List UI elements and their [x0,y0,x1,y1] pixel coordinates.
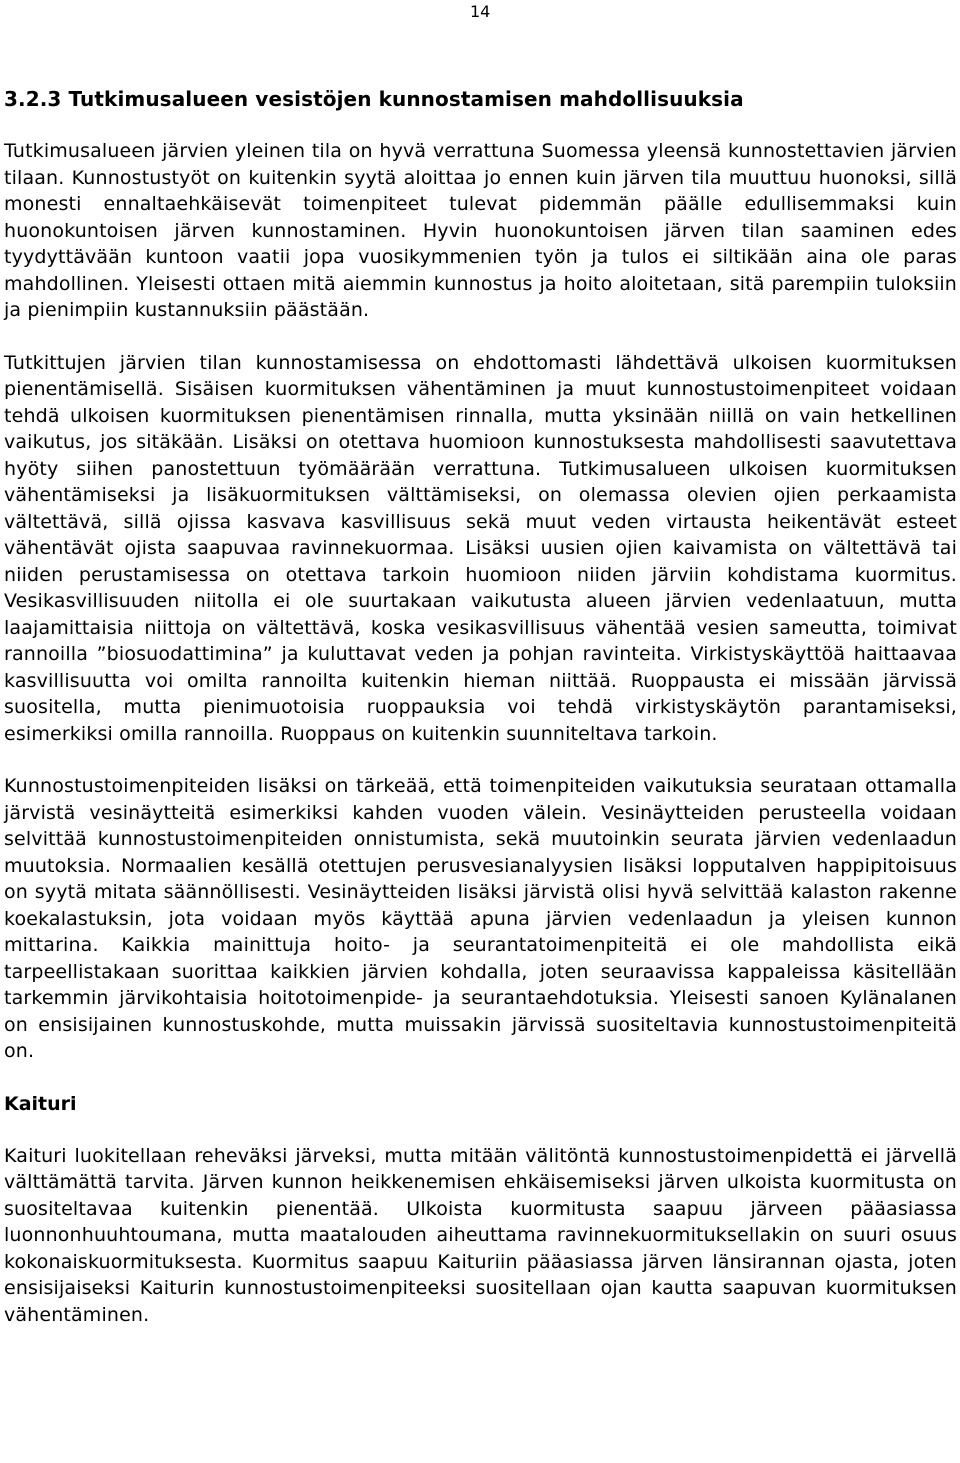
paragraph-monitoring: Kunnostustoimenpiteiden lisäksi on tärkeää, että toimenpiteiden vaikutuksia seurataan ottamalla järvistä vesinäytteitä esimerkiksi kahden vuoden välein. Vesinäytteiden perusteella voidaan selvittää kunnostustoimenpiteiden onnistumista, sekä muutoinkin seurata järvien vedenlaadun muutoksia. Normaalien kesällä otettujen perusvesianalyysien lisäksi lopputalven happipitoisuus on syytä mitata säännöllisesti. Vesinäytteiden lisäksi järvistä olisi hyvä selvittää kalaston rakenne koekalastuksin, jota voidaan myös käyttää apuna järvien vedenlaadun ja yleisen kunnon mittarina. Kaikkia mainittuja hoito- ja seurantatoimenpiteitä ei ole mahdollista eikä tarpeellistakaan suorittaa kaikkien järvien kohdalla, joten seuraavissa kappaleissa käsitellään tarkemmin järvikohtaisia hoitotoimenpide- ja seurantaehdotuksia. Yleisesti sanoen Kylänalanen on ensisijainen kunnostuskohde, mutta muissakin järvissä suositeltavia kunnostustoimenpiteitä on. [4,775,957,1062]
section-heading: 3.2.3 Tutkimusalueen vesistöjen kunnostamisen mahdollisuuksia [4,87,744,111]
paragraph-kaituri: Kaituri luokitellaan reheväksi järveksi, mutta mitään välitöntä kunnostustoimenpidettä ei järvellä välttämättä tarvita. Järven kunnon heikkenemisen ehkäisemiseksi järven ulkoista kuormitusta on suositeltavaa kuitenkin pienentää. Ulkoista kuormitusta saapuu järveen pääasiassa luonnonhuuhtoumana, mutta maatalouden aiheuttama ravinnekuormituksellakin on suuri osuus kokonaiskuormituksesta. Kuormitus saapuu Kaituriin pääasiassa järven länsirannan ojasta, joten ensisijaiseksi Kaiturin kunnostustoimenpiteeksi suositellaan ojan kautta saapuvan kuormituksen vähentäminen. [4,1144,957,1326]
document-body [4,86,957,1354]
paragraph-general-condition: Tutkimusalueen järvien yleinen tila on hyvä verrattuna Suomessa yleensä kunnostettavien järvien tilaan. Kunnostustyöt on kuitenkin syytä aloittaa jo ennen kuin järven tila muuttuu huonoksi, sillä monesti ennaltaehkäisevät toimenpiteet tulevat pidemmän päälle edullisemmaksi kuin huonokuntoisen järven kunnostaminen. Hyvin huonokuntoisen järven tilan saaminen edes tyydyttävään kuntoon vaatii jopa vuosikymmenien työn ja tulos ei siltikään aina ole paras mahdollinen. Yleisesti ottaen mitä aiemmin kunnostus ja hoito aloitetaan, sitä parempiin tuloksiin ja pienimpiin kustannuksiin päästään. [4,140,957,321]
kaituri-heading: Kaituri [4,1092,77,1115]
page-number: 14 [470,2,491,21]
paragraph-external-loading: Tutkittujen järvien tilan kunnostamisessa on ehdottomasti lähdettävä ulkoisen kuormituksen pienentämisellä. Sisäisen kuormituksen vähentäminen ja muut kunnostustoimenpiteet voidaan tehdä ulkoisen kuormituksen pienentämisen rinnalla, mutta yksinään niillä on vain hetkellinen vaikutus, jos sitäkään. Lisäksi on otettava huomioon kunnostuksesta mahdollisesti saavutettava hyöty siihen panostettuun työmäärään verrattuna. Tutkimusalueen ulkoisen kuormituksen vähentämiseksi ja lisäkuormituksen välttämiseksi, on olemassa olevien ojien perkaamista vältettävä, sillä ojissa kasvava kasvillisuus sekä muut veden virtausta heikentävät esteet vähentävät ojista saapuvaa ravinnekuormaa. Lisäksi uusien ojien kaivamista on vältettävä tai niiden perustamisessa on otettava tarkoin huomioon niiden järviin kohdistama kuormitus. Vesikasvillisuuden niitolla ei ole suurtakaan vaikutusta alueen järvien vedenlaatuun, mutta laajamittaisia niittoja on vältettävä, koska vesikasvillisuus vähentää vesien sameutta, toimivat rannoilla ”biosuodattimina” ja kuluttavat veden ja pohjan ravinteita. Virkistyskäyttöä haittaavaa kasvillisuutta voi omilta rannoilta kuitenkin hieman niittää. Ruoppausta ei missään järvissä suositella, mutta pienimuotoisia ruoppauksia voi tehdä virkistyskäytön parantamiseksi, esimerkiksi omilla rannoilla. Ruoppaus on kuitenkin suunniteltava tarkoin. [4,351,957,745]
